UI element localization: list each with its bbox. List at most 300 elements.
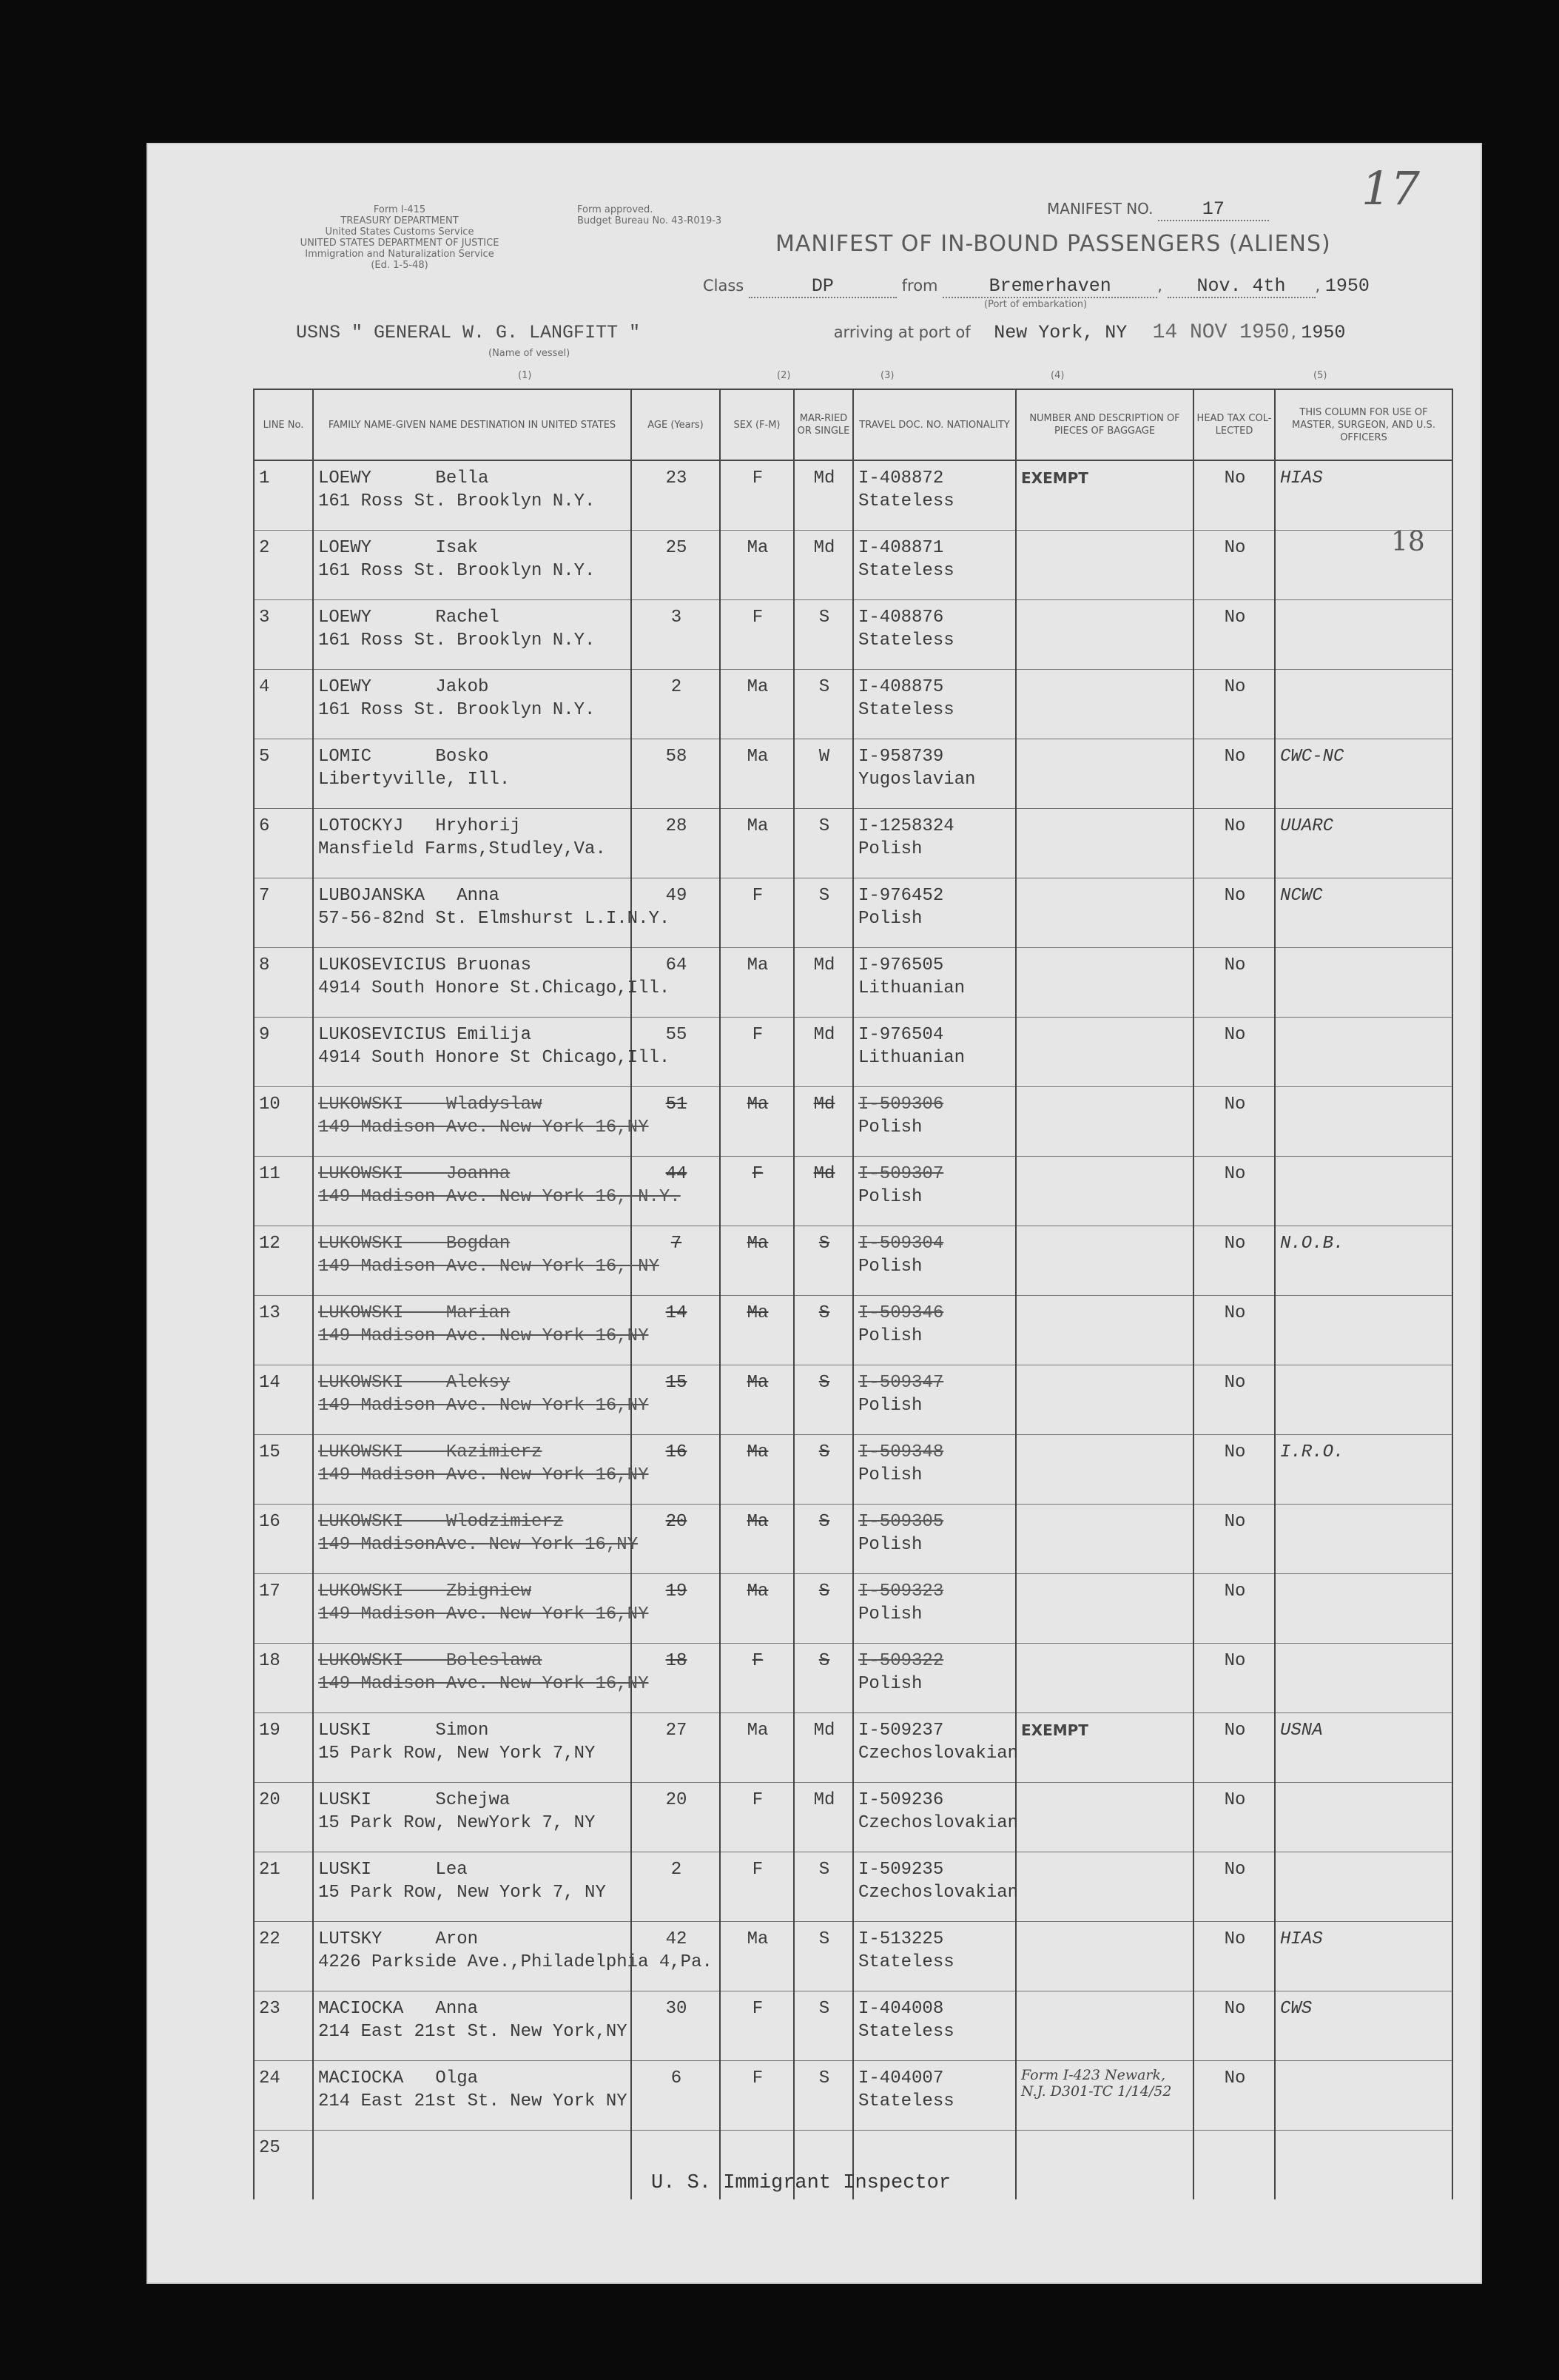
destination: Mansfield Farms,Studley,Va. xyxy=(318,839,606,859)
vessel-name: USNS " GENERAL W. G. LANGFITT " xyxy=(296,322,641,343)
travel-document xyxy=(853,1783,1019,1852)
departure-date: Nov. 4th xyxy=(1168,275,1316,298)
family-given-name: LUSKI Lea xyxy=(318,1860,468,1880)
marital-status: S xyxy=(794,1365,853,1435)
line-number: 24 xyxy=(254,2061,313,2131)
travel-doc-number: I-509323 xyxy=(858,1581,944,1601)
travel-document xyxy=(853,739,1016,809)
head-tax: No xyxy=(1193,739,1275,809)
travel-document xyxy=(853,531,1016,600)
travel-doc-number: I-408876 xyxy=(858,608,944,628)
family-given-name: LUBOJANSKA Anna xyxy=(318,886,499,906)
destination: 149 Madison Ave. New York 16,NY xyxy=(318,1465,649,1485)
form-edition: (Ed. 1-5-48) xyxy=(371,260,428,271)
travel-doc-number: I-404008 xyxy=(858,1999,944,2019)
baggage xyxy=(1016,460,1193,531)
marital-status: S xyxy=(794,1574,853,1644)
passenger-sex: Ma xyxy=(720,1574,794,1644)
passenger-age: 19 xyxy=(631,1574,720,1644)
line-number: 19 xyxy=(254,1713,313,1783)
travel-doc-number: I-509322 xyxy=(858,1651,944,1671)
table-row xyxy=(254,1505,1452,1574)
passenger-name xyxy=(313,2131,631,2200)
destination: 161 Ross St. Brooklyn N.Y. xyxy=(318,631,596,651)
marital-status: S xyxy=(794,1922,853,1991)
nationality: Polish xyxy=(858,1396,923,1416)
passenger-age: 28 xyxy=(631,809,720,878)
passenger-sex: Ma xyxy=(720,1505,794,1574)
table-header-row xyxy=(254,389,1452,460)
table-row xyxy=(254,670,1452,739)
passenger-age: 27 xyxy=(631,1713,720,1783)
destination: 214 East 21st St. New York,NY xyxy=(318,2022,627,2042)
marital-status: Md xyxy=(794,948,853,1018)
marital-status: W xyxy=(794,739,853,809)
officer-remark: N.O.B. xyxy=(1275,1226,1452,1296)
travel-doc-number: I-513225 xyxy=(858,1929,944,1949)
passenger-name xyxy=(313,1018,670,1087)
passenger-age: 18 xyxy=(631,1644,720,1713)
baggage xyxy=(1016,1644,1193,1713)
baggage xyxy=(1016,948,1193,1018)
nationality: Lithuanian xyxy=(858,1048,966,1068)
family-given-name: LUKOWSKI Wlodzimierz xyxy=(318,1512,564,1532)
baggage xyxy=(1016,1505,1193,1574)
destination: 57-56-82nd St. Elmshurst L.I.N.Y. xyxy=(318,909,670,929)
header-baggage: NUMBER AND DESCRIPTION OF PIECES OF BAGGAGE xyxy=(1016,389,1193,460)
head-tax: No xyxy=(1193,1435,1275,1505)
approval-text: Form approved. xyxy=(577,204,653,215)
passenger-name xyxy=(313,739,631,809)
nationality: Polish xyxy=(858,1326,923,1346)
passenger-sex: Ma xyxy=(720,670,794,739)
passenger-sex: F xyxy=(720,1852,794,1922)
passenger-age: 2 xyxy=(631,1852,720,1922)
nationality: Polish xyxy=(858,1187,923,1207)
travel-doc-number: I-404007 xyxy=(858,2068,944,2088)
officer-remark xyxy=(1275,1365,1452,1435)
passenger-sex: Ma xyxy=(720,1922,794,1991)
baggage xyxy=(1016,1435,1193,1505)
officer-remark xyxy=(1275,670,1452,739)
passenger-age: 14 xyxy=(631,1296,720,1365)
manifest-no-label: MANIFEST NO. xyxy=(1047,200,1154,218)
travel-doc-number: I-509306 xyxy=(858,1095,944,1115)
travel-document xyxy=(853,1505,1016,1574)
line-number: 14 xyxy=(254,1365,313,1435)
column-number-1: (1) xyxy=(518,370,532,381)
line-number: 7 xyxy=(254,878,313,948)
family-given-name: LUKOWSKI Joanna xyxy=(318,1164,511,1184)
line-number: 2 xyxy=(254,531,313,600)
officer-remark xyxy=(1275,2061,1452,2131)
baggage xyxy=(1016,1922,1193,1991)
handwritten-page-number: 17 xyxy=(1361,161,1420,215)
passenger-name xyxy=(313,1365,649,1435)
passenger-age: 55 xyxy=(631,1018,720,1087)
officer-remark: HIAS xyxy=(1275,1922,1452,1991)
passenger-sex: Ma xyxy=(720,1226,794,1296)
travel-doc-number: I-958739 xyxy=(858,747,944,767)
head-tax: No xyxy=(1193,1852,1275,1922)
nationality: Polish xyxy=(858,909,923,929)
passenger-age: 3 xyxy=(631,600,720,670)
marital-status: S xyxy=(794,670,853,739)
travel-document xyxy=(853,1226,1016,1296)
officer-remark xyxy=(1275,600,1452,670)
marital-status: S xyxy=(794,878,853,948)
column-number-4: (4) xyxy=(1051,370,1065,381)
family-given-name: LUKOWSKI Bogdan xyxy=(318,1234,511,1254)
header-name: FAMILY NAME-GIVEN NAME DESTINATION IN UNITED STATES xyxy=(313,389,631,460)
line-number: 6 xyxy=(254,809,313,878)
officer-remark xyxy=(1275,1574,1452,1644)
head-tax: No xyxy=(1193,948,1275,1018)
baggage xyxy=(1016,2131,1193,2200)
vessel-line: USNS " GENERAL W. G. LANGFITT " arriving at port of New York, NY 14 NOV 1950 , 1950 xyxy=(296,321,1346,344)
header-line: LINE No. xyxy=(254,389,313,460)
destination: 15 Park Row, New York 7, NY xyxy=(318,1883,606,1903)
travel-doc-number: I-509348 xyxy=(858,1442,944,1462)
destination: 149 Madison Ave. New York 16,NY xyxy=(318,1396,649,1416)
destination: 149 Madison Ave. New York 16, N.Y. xyxy=(318,1187,681,1207)
marital-status: S xyxy=(794,1296,853,1365)
nationality: Stateless xyxy=(858,1952,954,1972)
nationality: Stateless xyxy=(858,631,954,651)
travel-document xyxy=(853,1713,1019,1783)
line-number: 17 xyxy=(254,1574,313,1644)
line-number: 25 xyxy=(254,2131,313,2200)
passenger-sex: F xyxy=(720,1783,794,1852)
travel-document xyxy=(853,460,1016,531)
baggage xyxy=(1016,1087,1193,1157)
travel-doc-number: I-408871 xyxy=(858,538,944,558)
passenger-name xyxy=(313,670,631,739)
passenger-age: 16 xyxy=(631,1435,720,1505)
baggage xyxy=(1016,1226,1193,1296)
table-row xyxy=(254,1226,1452,1296)
passenger-name xyxy=(313,1644,649,1713)
family-given-name: LOEWY Jakob xyxy=(318,677,489,697)
manifest-number xyxy=(1047,198,1269,221)
officer-remark: USNA xyxy=(1275,1713,1452,1783)
handwritten-count: 18 xyxy=(1391,527,1425,557)
family-given-name: LUKOWSKI Aleksy xyxy=(318,1373,511,1393)
passenger-name xyxy=(313,1435,649,1505)
destination: 4914 South Honore St Chicago,Ill. xyxy=(318,1048,670,1068)
officer-remark: HIAS xyxy=(1275,460,1452,531)
column-number-2: (2) xyxy=(777,370,791,381)
travel-doc-number: I-509307 xyxy=(858,1164,944,1184)
family-given-name: LUKOWSKI Boleslawa xyxy=(318,1651,542,1671)
passenger-name xyxy=(313,1574,649,1644)
head-tax: No xyxy=(1193,1157,1275,1226)
family-given-name: LUKOWSKI Kazimierz xyxy=(318,1442,542,1462)
port-caption: (Port of embarkation) xyxy=(984,299,1088,310)
baggage-note: Form I-423 Newark, N.J. D301-TC 1/14/52 xyxy=(1021,2067,1172,2100)
travel-document xyxy=(853,1157,1016,1226)
family-given-name: LOEWY Isak xyxy=(318,538,479,558)
table-row xyxy=(254,1852,1452,1922)
table-row xyxy=(254,1435,1452,1505)
head-tax: No xyxy=(1193,1018,1275,1087)
from-label: from xyxy=(901,277,938,295)
immigration-service: Immigration and Naturalization Service xyxy=(305,249,494,260)
head-tax: No xyxy=(1193,1226,1275,1296)
passenger-age: 58 xyxy=(631,739,720,809)
header-head-tax: HEAD TAX COL-LECTED xyxy=(1193,389,1275,460)
officer-remark: CWS xyxy=(1275,1991,1452,2061)
line-number: 15 xyxy=(254,1435,313,1505)
passenger-age: 51 xyxy=(631,1087,720,1157)
embarkation-port: Bremerhaven xyxy=(943,275,1157,298)
line-number: 5 xyxy=(254,739,313,809)
travel-doc-number: I-976452 xyxy=(858,886,944,906)
header-married: MAR-RIED OR SINGLE xyxy=(794,389,853,460)
nationality: Czechoslovakian xyxy=(858,1813,1019,1833)
head-tax: No xyxy=(1193,878,1275,948)
line-number: 8 xyxy=(254,948,313,1018)
passenger-sex: Ma xyxy=(720,1365,794,1435)
destination: 15 Park Row, New York 7,NY xyxy=(318,1744,596,1764)
arrival-year-prefix: 19 xyxy=(1301,322,1324,343)
table-row xyxy=(254,1574,1452,1644)
line-number: 13 xyxy=(254,1296,313,1365)
column-number-5: (5) xyxy=(1313,370,1327,381)
officer-remark xyxy=(1275,1087,1452,1157)
passenger-sex: Ma xyxy=(720,1713,794,1783)
head-tax: No xyxy=(1193,1644,1275,1713)
travel-document xyxy=(853,1018,1016,1087)
table-row xyxy=(254,2061,1452,2131)
travel-doc-number: I-976505 xyxy=(858,955,944,975)
class-value: DP xyxy=(749,275,897,298)
travel-document xyxy=(853,1435,1016,1505)
head-tax: No xyxy=(1193,1296,1275,1365)
passenger-name xyxy=(313,1087,649,1157)
passenger-age: 23 xyxy=(631,460,720,531)
line-number: 16 xyxy=(254,1505,313,1574)
destination: 15 Park Row, NewYork 7, NY xyxy=(318,1813,596,1833)
passenger-name xyxy=(313,1713,631,1783)
officer-remark xyxy=(1275,1018,1452,1087)
travel-document xyxy=(853,878,1016,948)
passenger-sex: F xyxy=(720,2061,794,2131)
passenger-sex: Ma xyxy=(720,739,794,809)
nationality: Stateless xyxy=(858,2091,954,2111)
passenger-name xyxy=(313,600,631,670)
baggage xyxy=(1016,1365,1193,1435)
family-given-name: LOEWY Bella xyxy=(318,468,489,488)
destination: 149 Madison Ave. New York 16,NY xyxy=(318,1604,649,1624)
head-tax: No xyxy=(1193,600,1275,670)
arrival-year: 50 xyxy=(1323,322,1346,343)
nationality: Polish xyxy=(858,1117,923,1137)
travel-document xyxy=(853,1087,1016,1157)
travel-doc-number: I-509346 xyxy=(858,1303,944,1323)
nationality: Yugoslavian xyxy=(858,770,976,790)
marital-status: Md xyxy=(794,1783,853,1852)
travel-document xyxy=(853,670,1016,739)
marital-status: S xyxy=(794,1435,853,1505)
passenger-name xyxy=(313,809,631,878)
class-label: Class xyxy=(703,277,744,295)
travel-document xyxy=(853,600,1016,670)
travel-doc-number: I-509304 xyxy=(858,1234,944,1254)
passenger-name xyxy=(313,2061,631,2131)
officer-remark xyxy=(1275,1157,1452,1226)
vessel-caption: (Name of vessel) xyxy=(488,348,570,359)
nationality: Czechoslovakian xyxy=(858,1883,1019,1903)
passenger-sex: F xyxy=(720,1157,794,1226)
marital-status: Md xyxy=(794,1087,853,1157)
family-given-name: LUTSKY Aron xyxy=(318,1929,479,1949)
baggage xyxy=(1016,1018,1193,1087)
family-given-name: MACIOCKA Olga xyxy=(318,2068,479,2088)
destination: 149 Madison Ave. New York 16,NY xyxy=(318,1326,649,1346)
passenger-age: 2 xyxy=(631,670,720,739)
baggage xyxy=(1016,878,1193,948)
travel-document xyxy=(853,1922,1016,1991)
travel-document xyxy=(853,1365,1016,1435)
line-number: 10 xyxy=(254,1087,313,1157)
travel-document xyxy=(853,1991,1016,2061)
officer-remark: CWC-NC xyxy=(1275,739,1452,809)
baggage xyxy=(1016,739,1193,809)
passenger-table xyxy=(253,389,1453,2199)
head-tax xyxy=(1193,2131,1275,2200)
destination: 4914 South Honore St.Chicago,Ill. xyxy=(318,978,670,998)
passenger-sex: Ma xyxy=(720,1296,794,1365)
nationality: Czechoslovakian xyxy=(858,1744,1019,1764)
family-given-name: LUKOWSKI Wladyslaw xyxy=(318,1095,542,1115)
family-given-name: LOMIC Bosko xyxy=(318,747,489,767)
head-tax: No xyxy=(1193,1991,1275,2061)
passenger-age: 44 xyxy=(631,1157,720,1226)
baggage-note: EXEMPT xyxy=(1021,469,1088,487)
nationality: Polish xyxy=(858,1674,923,1694)
table-row xyxy=(254,878,1452,948)
passenger-name xyxy=(313,948,670,1018)
column-number-3: (3) xyxy=(880,370,895,381)
destination: 161 Ross St. Brooklyn N.Y. xyxy=(318,561,596,581)
passenger-name xyxy=(313,1505,639,1574)
baggage xyxy=(1016,670,1193,739)
table-row xyxy=(254,1296,1452,1365)
travel-document xyxy=(853,1852,1019,1922)
class-line: Class DP from Bremerhaven , Nov. 4th , 1950 xyxy=(703,275,1370,297)
nationality: Stateless xyxy=(858,700,954,720)
line-number: 9 xyxy=(254,1018,313,1087)
nationality: Stateless xyxy=(858,2022,954,2042)
line-number: 18 xyxy=(254,1644,313,1713)
head-tax: No xyxy=(1193,1365,1275,1435)
passenger-name xyxy=(313,1922,713,1991)
line-number: 11 xyxy=(254,1157,313,1226)
family-given-name: MACIOCKA Anna xyxy=(318,1999,479,2019)
arrival-port: New York, NY xyxy=(994,322,1128,343)
department-of-justice: UNITED STATES DEPARTMENT OF JUSTICE xyxy=(300,238,499,249)
nationality: Stateless xyxy=(858,561,954,581)
table-row xyxy=(254,739,1452,809)
officer-remark: UUARC xyxy=(1275,809,1452,878)
marital-status: S xyxy=(794,1505,853,1574)
destination: 161 Ross St. Brooklyn N.Y. xyxy=(318,491,596,511)
travel-doc-number: I-976504 xyxy=(858,1025,944,1045)
table-row xyxy=(254,600,1452,670)
passenger-sex: Ma xyxy=(720,809,794,878)
year-prefix: 19 xyxy=(1324,275,1347,297)
inspector-label: U. S. Immigrant Inspector xyxy=(651,2172,952,2194)
nationality: Polish xyxy=(858,1257,923,1277)
passenger-name xyxy=(313,1852,631,1922)
table-row xyxy=(254,1783,1452,1852)
travel-doc-number: I-509347 xyxy=(858,1373,944,1393)
baggage xyxy=(1016,1296,1193,1365)
passenger-sex: F xyxy=(720,878,794,948)
line-number: 12 xyxy=(254,1226,313,1296)
destination: 149 MadisonAve. New York 16,NY xyxy=(318,1535,639,1555)
baggage xyxy=(1016,809,1193,878)
family-given-name: LUSKI Schejwa xyxy=(318,1790,511,1810)
marital-status: S xyxy=(794,2061,853,2131)
year-value: 50 xyxy=(1347,275,1370,297)
line-number: 21 xyxy=(254,1852,313,1922)
nationality: Stateless xyxy=(858,491,954,511)
family-given-name: LUKOSEVICIUS Bruonas xyxy=(318,955,532,975)
head-tax: No xyxy=(1193,1087,1275,1157)
travel-document xyxy=(853,1644,1016,1713)
nationality: Lithuanian xyxy=(858,978,966,998)
travel-doc-number: I-408875 xyxy=(858,677,944,697)
head-tax: No xyxy=(1193,531,1275,600)
head-tax: No xyxy=(1193,1574,1275,1644)
form-header-left xyxy=(237,204,562,271)
officer-remark: I.R.O. xyxy=(1275,1435,1452,1505)
head-tax: No xyxy=(1193,1922,1275,1991)
head-tax: No xyxy=(1193,670,1275,739)
treasury-department: TREASURY DEPARTMENT xyxy=(340,215,459,226)
destination: 161 Ross St. Brooklyn N.Y. xyxy=(318,700,596,720)
passenger-sex: F xyxy=(720,1991,794,2061)
travel-doc-number: I-509236 xyxy=(858,1790,944,1810)
line-number: 22 xyxy=(254,1922,313,1991)
header-age: AGE (Years) xyxy=(631,389,720,460)
family-given-name: LOTOCKYJ Hryhorij xyxy=(318,816,521,836)
travel-document xyxy=(853,2061,1016,2131)
passenger-sex: F xyxy=(720,1644,794,1713)
travel-doc-number: I-509305 xyxy=(858,1512,944,1532)
baggage xyxy=(1016,1713,1193,1783)
baggage xyxy=(1016,2061,1193,2131)
officer-remark xyxy=(1275,1296,1452,1365)
travel-document xyxy=(853,948,1016,1018)
passenger-sex: F xyxy=(720,1018,794,1087)
passenger-age: 6 xyxy=(631,2061,720,2131)
form-number: Form I-415 xyxy=(373,204,426,215)
family-given-name: LUSKI Simon xyxy=(318,1721,489,1741)
table-row xyxy=(254,531,1452,600)
travel-doc-number: I-408872 xyxy=(858,468,944,488)
marital-status: S xyxy=(794,809,853,878)
passenger-age: 15 xyxy=(631,1365,720,1435)
arriving-label: arriving at port of xyxy=(833,323,971,341)
family-given-name: LUKOWSKI Zbigniew xyxy=(318,1581,532,1601)
manifest-title: MANIFEST OF IN-BOUND PASSENGERS (ALIENS) xyxy=(775,231,1331,257)
officer-remark: NCWC xyxy=(1275,878,1452,948)
nationality: Polish xyxy=(858,1535,923,1555)
table-row xyxy=(254,1713,1452,1783)
